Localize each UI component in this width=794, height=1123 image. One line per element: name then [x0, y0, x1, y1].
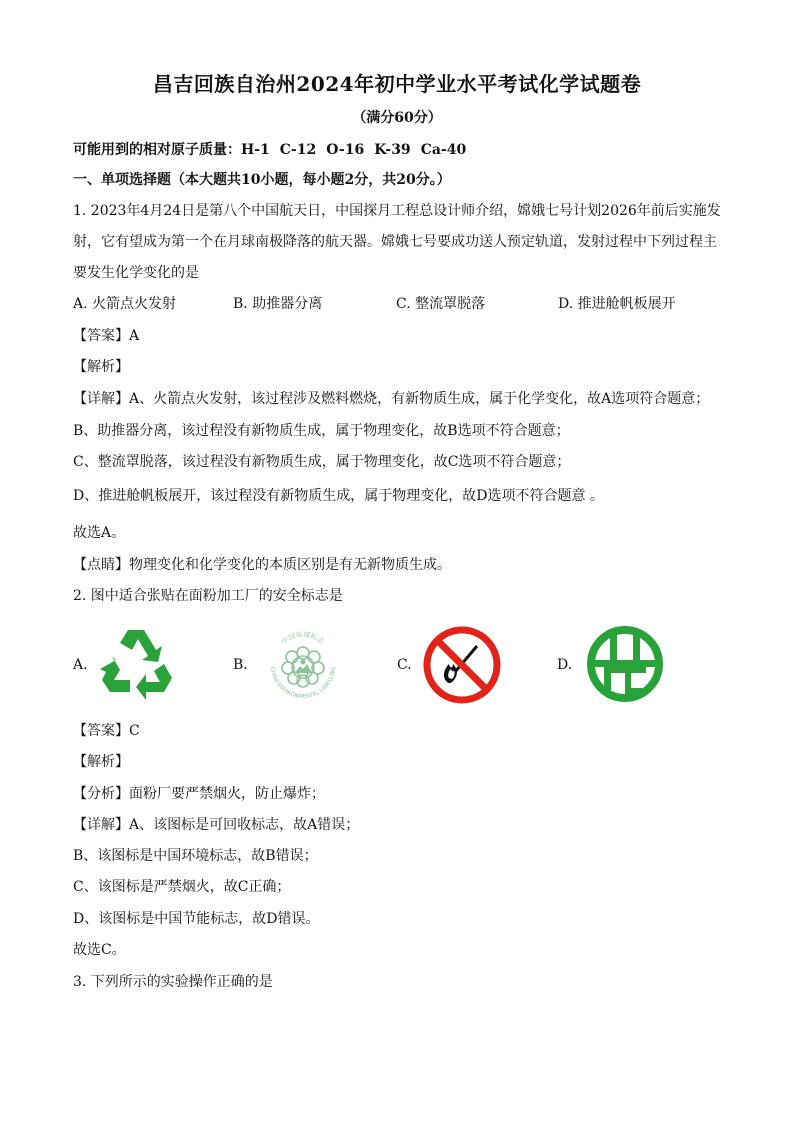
label-cn-text: 中国环境标志 [280, 630, 326, 646]
q2-detail-c: C、该图标是严禁烟火，故C正确； [73, 879, 291, 895]
section-heading: 一、单项选择题（本大题共10小题，每小题2分，共20分。） [73, 172, 451, 188]
mass-c: C-12 [279, 142, 317, 158]
q1-answer: 【答案】A [73, 328, 140, 344]
q1-detail-c: C、整流罩脱落，该过程没有新物质生成，属于物理变化，故C选项不符合题意； [73, 454, 571, 470]
mass-k: K-39 [374, 142, 411, 158]
atomic-masses [73, 140, 723, 160]
mass-h: H-1 [241, 142, 270, 158]
recycle-icon [98, 624, 178, 700]
q2-option-b-letter: B. [233, 657, 248, 673]
q1-option-d: D. 推进舱帆板展开 [558, 296, 676, 312]
q2-analysis: 【解析】 [73, 754, 129, 770]
china-environmental-label-icon [262, 624, 344, 706]
q1-stem-line-3: 要发生化学变化的是 [73, 265, 199, 281]
mass-ca: Ca-40 [420, 142, 467, 158]
q2-conclusion: 故选C。 [73, 942, 126, 958]
q1-comment: 【点睛】物理变化和化学变化的本质区别是有无新物质生成。 [73, 557, 451, 573]
q1-analysis: 【解析】 [73, 359, 129, 375]
q2-stem: 2. 图中适合张贴在面粉加工厂的安全标志是 [73, 588, 343, 604]
q1-conclusion: 故选A。 [73, 525, 126, 541]
q2-detail-b: B、该图标是中国环境标志，故B错误； [73, 848, 318, 864]
q1-option-c: C. 整流罩脱落 [396, 296, 486, 312]
q1-detail-a: 【详解】A、火箭点火发射，该过程涉及燃料燃烧，有新物质生成，属于化学变化，故A选项符合题意； [73, 391, 710, 407]
q1-option-b: B. 助推器分离 [233, 296, 323, 312]
mass-o: O-16 [326, 142, 365, 158]
full-score: （满分60分） [352, 110, 442, 126]
q2-detail-d: D、该图标是中国节能标志，故D错误。 [73, 911, 320, 927]
q3-stem: 3. 下列所示的实验操作正确的是 [73, 974, 273, 990]
q2-option-a-letter: A. [73, 657, 88, 673]
atomic-masses-label: 可能用到的相对原子质量： [73, 142, 241, 158]
q2-fenxi: 【分析】面粉厂要严禁烟火，防止爆炸； [73, 786, 325, 802]
q2-answer: 【答案】C [73, 723, 140, 739]
q1-option-a: A. 火箭点火发射 [73, 296, 177, 312]
q1-detail-b: B、助推器分离，该过程没有新物质生成，属于物理变化，故B选项不符合题意； [73, 423, 570, 439]
q1-detail-d: D、推进舱帆板展开，该过程没有新物质生成，属于物理变化，故D选项不符合题意 。 [73, 488, 604, 504]
q1-stem-line-1: 1. 2023年4月24日是第八个中国航天日，中国探月工程总设计师介绍，嫦娥七号计划2026年前后实施发 [73, 203, 721, 219]
page-title: 昌吉回族自治州2024年初中学业水平考试化学试题卷 [152, 72, 642, 96]
q1-stem-line-2: 射，它有望成为第一个在月球南极降落的航天器。嫦娥七号要成功送人预定轨道，发射过程中下列过程主 [73, 234, 717, 250]
no-fire-icon [421, 624, 503, 706]
q2-option-c-letter: C. [397, 657, 412, 673]
energy-saving-icon [584, 624, 666, 704]
q2-option-d-letter: D. [557, 657, 573, 673]
q2-detail-a: 【详解】A、该图标是可回收标志，故A错误； [73, 817, 360, 833]
label-en-text: CHINA ENVIRONMENTAL LABELLING [268, 666, 338, 701]
